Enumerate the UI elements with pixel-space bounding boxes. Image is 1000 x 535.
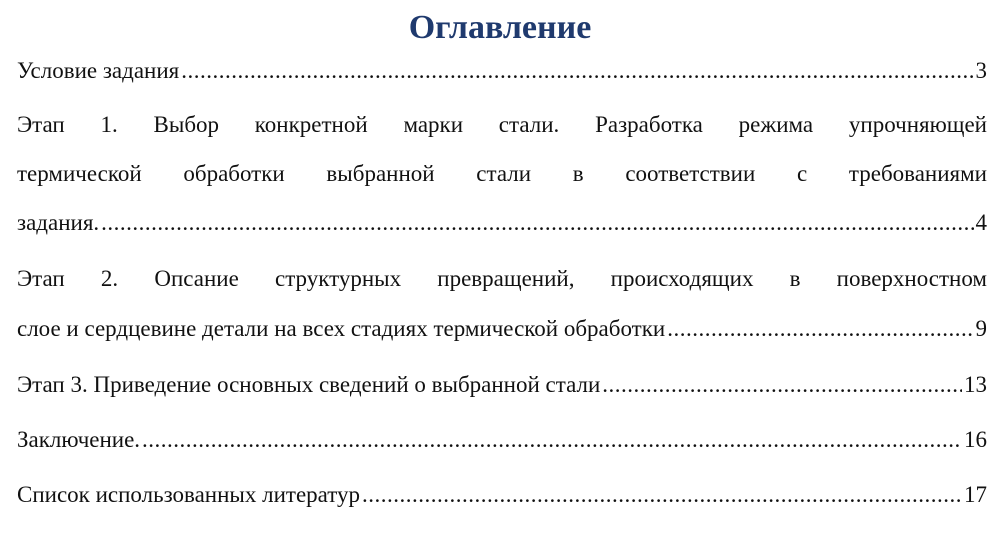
toc-entry-stage3[interactable] <box>17 370 987 400</box>
dot-leader <box>667 314 973 344</box>
toc-entry-text: Условие задания <box>17 58 180 83</box>
toc-page-number: 9 <box>975 316 987 341</box>
toc-entry-stage2[interactable] <box>17 314 987 344</box>
toc-entry-text: Заключение. <box>17 427 141 452</box>
toc-entry-stage1[interactable] <box>17 208 987 238</box>
toc-entry-stage1-line2[interactable]: термической обработки выбранной стали в соответствии с требованиями <box>17 161 987 186</box>
toc-entry-stage1-line1[interactable]: Этап 1. Выбор конкретной марки стали. Разработка режима упрочняющей <box>17 112 987 137</box>
dot-leader <box>142 425 962 455</box>
toc-entry-conclusion[interactable] <box>17 425 987 455</box>
dot-leader <box>602 370 962 400</box>
toc-entry-text: Список использованных литератур <box>17 482 361 507</box>
toc-page-number: 4 <box>975 210 987 235</box>
toc-entry-conditions[interactable] <box>17 56 987 86</box>
dot-leader <box>181 56 973 86</box>
toc-entry-text: Этап 3. Приведение основных сведений о выбранной стали <box>17 372 601 397</box>
toc-page-number: 3 <box>975 58 987 83</box>
toc-page-number: 17 <box>964 482 987 507</box>
toc-entry-stage2-line1[interactable]: Этап 2. Опсание структурных превращений, происходящих в поверхностном <box>17 266 987 291</box>
toc-page-number: 13 <box>964 372 987 397</box>
dot-leader <box>362 480 962 510</box>
page-title: Оглавление <box>408 9 592 46</box>
toc-entry-text: задания. <box>17 210 100 235</box>
dot-leader <box>101 208 973 238</box>
toc-entry-references[interactable] <box>17 480 987 510</box>
toc-page-number: 16 <box>964 427 987 452</box>
toc-entry-text: слое и сердцевине детали на всех стадиях термической обработки <box>17 316 666 341</box>
